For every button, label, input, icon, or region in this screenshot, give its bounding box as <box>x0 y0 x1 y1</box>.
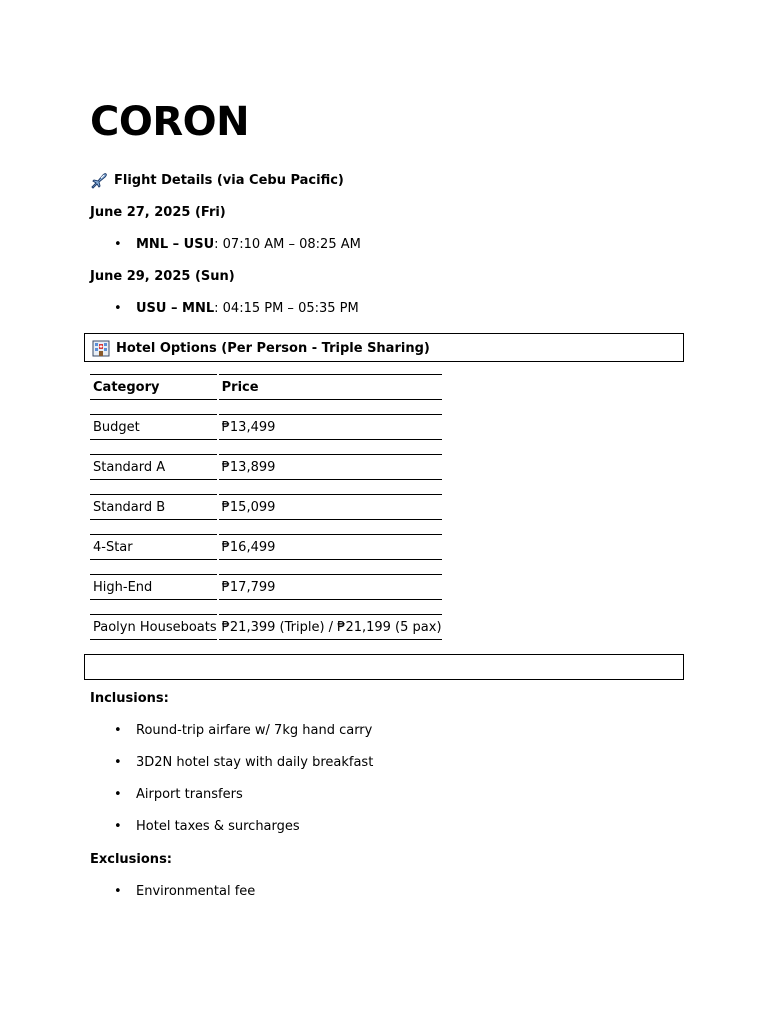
inclusion-item <box>114 755 374 770</box>
price-cell: ₱15,099 <box>219 494 442 520</box>
inclusion-item <box>114 819 300 834</box>
price-cell: ₱21,399 (Triple) / ₱21,199 (5 pax) <box>219 614 442 640</box>
price-cell: ₱17,799 <box>219 574 442 600</box>
inclusion-item <box>114 723 373 738</box>
hotel-heading <box>92 339 430 357</box>
exclusions-heading: Exclusions: <box>90 852 172 867</box>
table-row <box>90 494 442 520</box>
column-header-category: Category <box>90 374 217 400</box>
exclusion-item <box>114 884 256 899</box>
bullet-icon: • <box>114 819 122 834</box>
table-header-row <box>90 374 442 400</box>
exclusion-text: Environmental fee <box>136 884 256 899</box>
price-cell: ₱13,499 <box>219 414 442 440</box>
category-cell: 4-Star <box>90 534 217 560</box>
category-cell: Standard A <box>90 454 217 480</box>
table-row <box>90 534 442 560</box>
flight-date-2: June 29, 2025 (Sun) <box>90 269 235 284</box>
price-cell: ₱16,499 <box>219 534 442 560</box>
flight-route-2: USU – MNL <box>136 301 215 316</box>
category-cell: High-End <box>90 574 217 600</box>
inclusion-text: 3D2N hotel stay with daily breakfast <box>136 755 374 770</box>
bullet-icon: • <box>114 301 122 316</box>
inclusion-text: Airport transfers <box>136 787 243 802</box>
empty-section-box <box>84 654 684 680</box>
bullet-icon: • <box>114 755 122 770</box>
flight-leg-1 <box>114 237 361 252</box>
flight-time-1: : 07:10 AM – 08:25 AM <box>214 237 361 252</box>
flight-heading-text: Flight Details (via Cebu Pacific) <box>114 172 344 188</box>
flight-leg-2 <box>114 301 359 316</box>
table-row <box>90 574 442 600</box>
flight-time-2: : 04:15 PM – 05:35 PM <box>214 301 359 316</box>
bullet-icon: • <box>114 237 122 252</box>
airplane-icon <box>90 171 108 189</box>
hotel-heading-text: Hotel Options (Per Person - Triple Sharing) <box>116 340 430 356</box>
flight-date-1: June 27, 2025 (Fri) <box>90 205 226 220</box>
bullet-icon: • <box>114 723 122 738</box>
hotel-icon <box>92 339 110 357</box>
table-row <box>90 414 442 440</box>
bullet-icon: • <box>114 787 122 802</box>
flight-heading <box>90 171 344 189</box>
column-header-price: Price <box>219 374 442 400</box>
bullet-icon: • <box>114 884 122 899</box>
inclusion-item <box>114 787 243 802</box>
flight-route-1: MNL – USU <box>136 237 215 252</box>
inclusions-heading: Inclusions: <box>90 691 169 706</box>
category-cell: Budget <box>90 414 217 440</box>
category-cell: Paolyn Houseboats <box>90 614 217 640</box>
price-cell: ₱13,899 <box>219 454 442 480</box>
table-row <box>90 454 442 480</box>
hotel-heading-box <box>84 333 684 362</box>
inclusion-text: Hotel taxes & surcharges <box>136 819 300 834</box>
category-cell: Standard B <box>90 494 217 520</box>
table-row <box>90 614 442 640</box>
hotel-price-table <box>88 360 444 654</box>
inclusion-text: Round-trip airfare w/ 7kg hand carry <box>136 723 373 738</box>
page-title: CORON <box>90 99 250 145</box>
